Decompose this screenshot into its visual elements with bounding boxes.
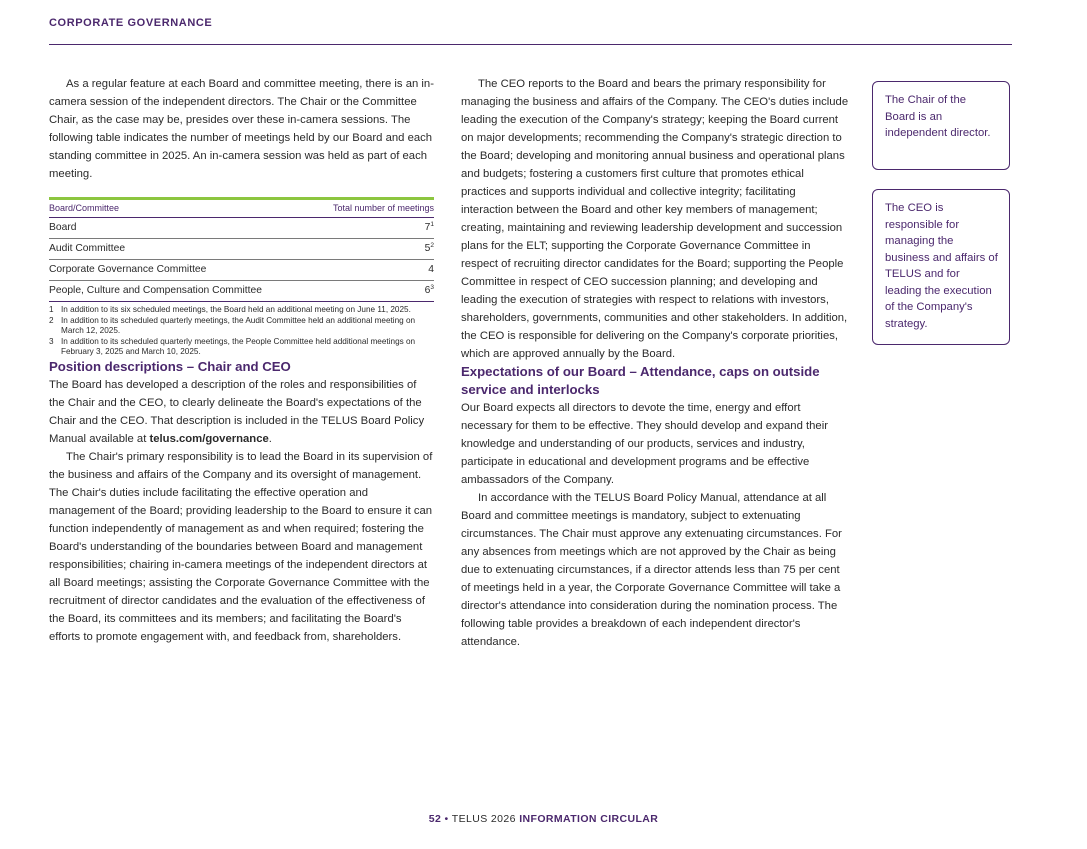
chair-callout: The Chair of the Board is an independent director. (872, 81, 1010, 170)
page-number: 52 (428, 813, 442, 825)
ceo-callout: The CEO is responsible for managing the business and affairs of TELUS and for leading the execution of the Company's strategy. (872, 189, 1010, 345)
footnote-number: 3 (49, 336, 54, 346)
header-divider (49, 44, 1012, 45)
footnote-ref: 1 (430, 221, 434, 228)
table-row (49, 281, 434, 302)
committee-name: People, Culture and Compensation Committee (49, 281, 310, 302)
ceo-duties-paragraph: The CEO reports to the Board and bears the primary responsibility for managing the business and affairs of the Company. The CEO's duties include leading the execution of the Company's strategy; keeping the Board current on major developments; recommending the Company's strategic direction to the Board; developing and monitoring annual business and operational plans and budgets; fostering a customers first culture that promotes ethical practices and supports individual and collective integrity; facilitating interaction between the Board and other key members of management; creating, maintaining and reviewing leadership development and succession plans for the ELT; supporting the Corporate Governance Committee in respect of recruiting director candidates for the Board; supporting the People Committee in respect of CEO succession planning; and developing and leading the execution of strategies with respect to relations with investors, shareholders, governments, communities and other stakeholders. In addition, the CEO is responsible for delivering on the Company's corporate priorities, which are approved annually by the Board. (461, 78, 849, 360)
attendance-paragraph: In accordance with the TELUS Board Policy Manual, attendance at all Board and committee meetings is mandatory, subject to extenuating circumstances. The Chair must approve any extenuating circumstances. For any absences from meetings which are not approved by the Chair as being due to extenuating circumstances, if a director attends less than 75 per cent of meetings held in a year, the Corporate Governance Committee will take a director's attendance into consideration during the nomination process. The following table provides a breakdown of each independent director's attendance. (461, 492, 842, 648)
meeting-count: $6^3$ (310, 281, 434, 302)
footnote-ref: 3 (430, 284, 434, 291)
table-row (49, 218, 434, 239)
committee-name: Audit Committee (49, 239, 310, 260)
footnote-text: In addition to its scheduled quarterly meetings, the People Committee held additional meetings on February 3, 2025 and March 10, 2025. (61, 336, 416, 356)
table-footnotes (49, 305, 435, 358)
footnote (49, 337, 435, 358)
position-paragraph: The Board has developed a description of the roles and responsibilities of the Chair and the CEO, to clearly delineate the Board's expectations of the Chair and the CEO. That description is included in the TELUS Board Policy Manual available at telus.com/governance. (49, 378, 425, 445)
footnote (49, 305, 435, 316)
meeting-count: $7^1$ (310, 218, 434, 239)
section-header: CORPORATE GOVERNANCE (49, 17, 213, 29)
footnote-text: In addition to its scheduled quarterly meetings, the Audit Committee held an additional meeting on March 12, 2025. (61, 315, 416, 335)
table-row (49, 260, 434, 281)
page-footer (0, 813, 1087, 825)
footnote (49, 316, 435, 337)
committee-name: Corporate Governance Committee (49, 260, 310, 281)
middle-column (461, 75, 849, 651)
meeting-count: $5^2$ (310, 239, 434, 260)
position-descriptions-heading: Position descriptions – Chair and CEO (49, 358, 291, 374)
footnote-text: In addition to its six scheduled meetings, the Board held an additional meeting on June 11, 2025. (61, 305, 411, 314)
footnote-ref: 2 (430, 242, 434, 249)
intro-paragraph: As a regular feature at each Board and committee meeting, there is an in-camera session of the independent directors. The Chair or the Committee Chair, as the case may be, presides over these in-camera sessions. The following table indicates the number of meetings held by our Board and each standing committee in 2025. An in-camera session was held as part of each meeting. (49, 78, 434, 180)
table-header-row (49, 199, 434, 218)
meeting-count: 4 (310, 260, 434, 281)
committee-name: Board (49, 218, 310, 239)
expectations-paragraph: Our Board expects all directors to devote the time, energy and effort necessary for them to be effective. They should develop and expand their knowledge and understanding of our products, services and industry, participate in educational and development programs and be effective ambassadors of the Company. (461, 402, 828, 486)
footer-document-title: INFORMATION CIRCULAR (519, 813, 659, 825)
meetings-table (49, 197, 434, 302)
table-row (49, 239, 434, 260)
footer-company: TELUS 2026 (451, 813, 516, 825)
footnote-number: 1 (49, 305, 54, 314)
footer-bullet: • (444, 813, 449, 825)
left-column (49, 75, 435, 646)
footnote-number: 2 (49, 315, 54, 325)
column-header-committee: Board/Committee (49, 199, 310, 218)
column-header-meetings: Total number of meetings (310, 199, 434, 218)
governance-link[interactable]: telus.com/governance (149, 432, 269, 445)
expectations-heading: Expectations of our Board – Attendance, caps on outside service and interlocks (461, 364, 820, 397)
chair-duties-paragraph: The Chair's primary responsibility is to lead the Board in its supervision of the business and affairs of the Company and its oversight of management. The Chair's duties include facilitating the effective operation and management of the Board; providing leadership to the Board to ensure it can function independently of management as and when required; fostering the Board's understanding of the boundaries between Board and management responsibilities; chairing in-camera meetings of the independent directors at all Board meetings; assisting the Corporate Governance Committee with the recruitment of director candidates and the evaluation of the effectiveness of the Board, its committees and its members; and facilitating the Board's efforts to promote engagement with, and feedback from, shareholders. (49, 450, 433, 643)
